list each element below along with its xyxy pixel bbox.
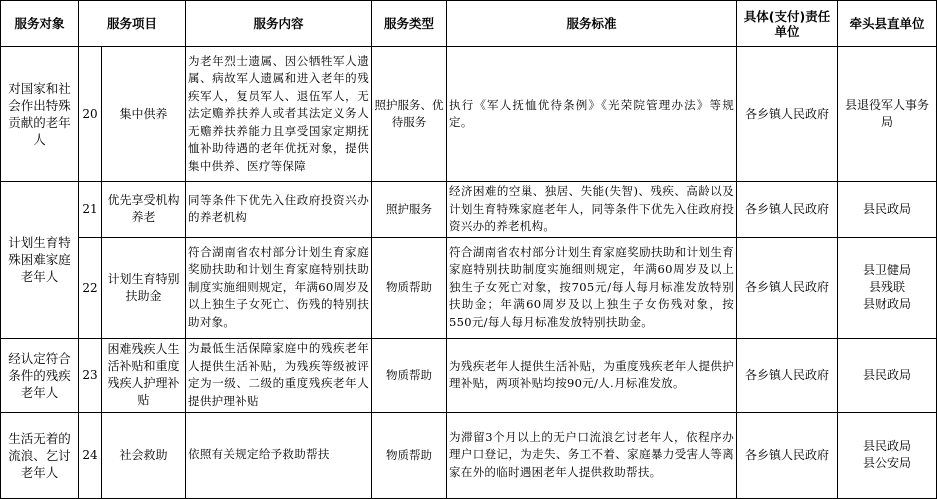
header-item: 服务项目 xyxy=(79,1,186,47)
row-standard: 符合湖南省农村部分计划生育家庭奖励扶助和计划生育家庭特别扶助制度实施细则规定，年满60周岁及以上独生子女死亡对象，按705元/每人每月标准发放特别扶助金；年满60周岁及以上独生子女伤残对象，按550元/每人每月标准发放特别扶助金。 xyxy=(447,237,737,338)
row-county-unit xyxy=(838,412,937,498)
row-standard: 经济困难的空巢、独居、失能(失智)、残疾、高龄以及计划生育特殊家庭老年人，同等条件下优先入住政府投资兴办的养老机构。 xyxy=(447,182,737,238)
row-content: 依照有关规定给予救助帮扶 xyxy=(186,412,372,498)
county-unit-line: 县民政局 xyxy=(863,439,912,453)
row-number: 21 xyxy=(79,182,102,238)
header-type: 服务类型 xyxy=(372,1,447,47)
header-content: 服务内容 xyxy=(186,1,372,47)
row-type: 物质帮助 xyxy=(372,237,447,338)
table-row xyxy=(1,338,937,412)
row-responsible: 各乡镇人民政府 xyxy=(737,182,838,238)
header-target: 服务对象 xyxy=(1,1,79,47)
row-content: 为老年烈士遗属、因公牺牲军人遗属、病故军人遗属和进入老年的残疾军人，复员军人、退伍军人，无法定赡养扶养人或者其法定义务人无赡养扶养能力且享受国家定期抚恤补助待遇的老年优抚对象，提供集中供养、医疗等保障 xyxy=(186,47,372,182)
row-number: 22 xyxy=(79,237,102,338)
table-row xyxy=(1,47,937,182)
county-unit-line: 县公安局 xyxy=(863,456,912,470)
row-county-unit: 县退役军人事务局 xyxy=(838,47,937,182)
row-item: 计划生育特别扶助金 xyxy=(102,237,186,338)
row-number: 24 xyxy=(79,412,102,498)
row-item: 社会救助 xyxy=(102,412,186,498)
header-standard: 服务标准 xyxy=(447,1,737,47)
county-unit-line: 县财政局 xyxy=(863,297,912,311)
row-type: 物质帮助 xyxy=(372,412,447,498)
county-unit-line: 县残联 xyxy=(869,280,906,294)
row-content: 为最低生活保障家庭中的残疾老年人提供生活补贴，为残疾等级被评定为一级、二级的重度残疾老年人提供护理补贴 xyxy=(186,338,372,412)
row-responsible: 各乡镇人民政府 xyxy=(737,338,838,412)
row-number: 20 xyxy=(79,47,102,182)
row-type: 物质帮助 xyxy=(372,338,447,412)
header-responsible: 具体(支付)责任单位 xyxy=(737,1,838,47)
header-county-unit: 牵头县直单位 xyxy=(838,1,937,47)
row-type: 照护服务 xyxy=(372,182,447,238)
row-target: 计划生育特殊困难家庭老年人 xyxy=(1,182,79,339)
row-content: 符合湖南省农村部分计划生育家庭奖励扶助和计划生育家庭特别扶助制度实施细则规定，年满60周岁及以上独生子女死亡、伤残的特别扶助对象。 xyxy=(186,237,372,338)
row-standard: 为残疾老年人提供生活补贴，为重度残疾老年人提供护理补贴，两项补贴均按90元/人.月标准发放。 xyxy=(447,338,737,412)
row-item: 集中供养 xyxy=(102,47,186,182)
row-number: 23 xyxy=(79,338,102,412)
row-county-unit: 县民政局 xyxy=(838,182,937,238)
row-county-unit xyxy=(838,237,937,338)
table-row xyxy=(1,412,937,498)
row-target: 对国家和社会作出特殊贡献的老年人 xyxy=(1,47,79,182)
row-county-unit: 县民政局 xyxy=(838,338,937,412)
row-target: 经认定符合条件的残疾老年人 xyxy=(1,338,79,412)
row-responsible: 各乡镇人民政府 xyxy=(737,237,838,338)
row-item: 困难残疾人生活补贴和重度残疾人护理补贴 xyxy=(102,338,186,412)
row-responsible: 各乡镇人民政府 xyxy=(737,47,838,182)
header-row xyxy=(1,1,937,47)
row-standard: 执行《军人抚恤优待条例》《光荣院管理办法》等规定。 xyxy=(447,47,737,182)
row-responsible: 各乡镇人民政府 xyxy=(737,412,838,498)
row-target: 生活无着的流浪、乞讨老年人 xyxy=(1,412,79,498)
row-item: 优先享受机构养老 xyxy=(102,182,186,238)
row-standard: 为滞留3个月以上的无户口流浪乞讨老年人，依程序办理户口登记，为走失、务工不着、家庭暴力受害人等离家在外的临时遇困老年人提供救助帮扶。 xyxy=(447,412,737,498)
row-type: 照护服务、优待服务 xyxy=(372,47,447,182)
table-row xyxy=(1,237,937,338)
table-row xyxy=(1,182,937,238)
county-unit-line: 县卫健局 xyxy=(863,263,912,277)
row-content: 同等条件下优先入住政府投资兴办的养老机构 xyxy=(186,182,372,238)
